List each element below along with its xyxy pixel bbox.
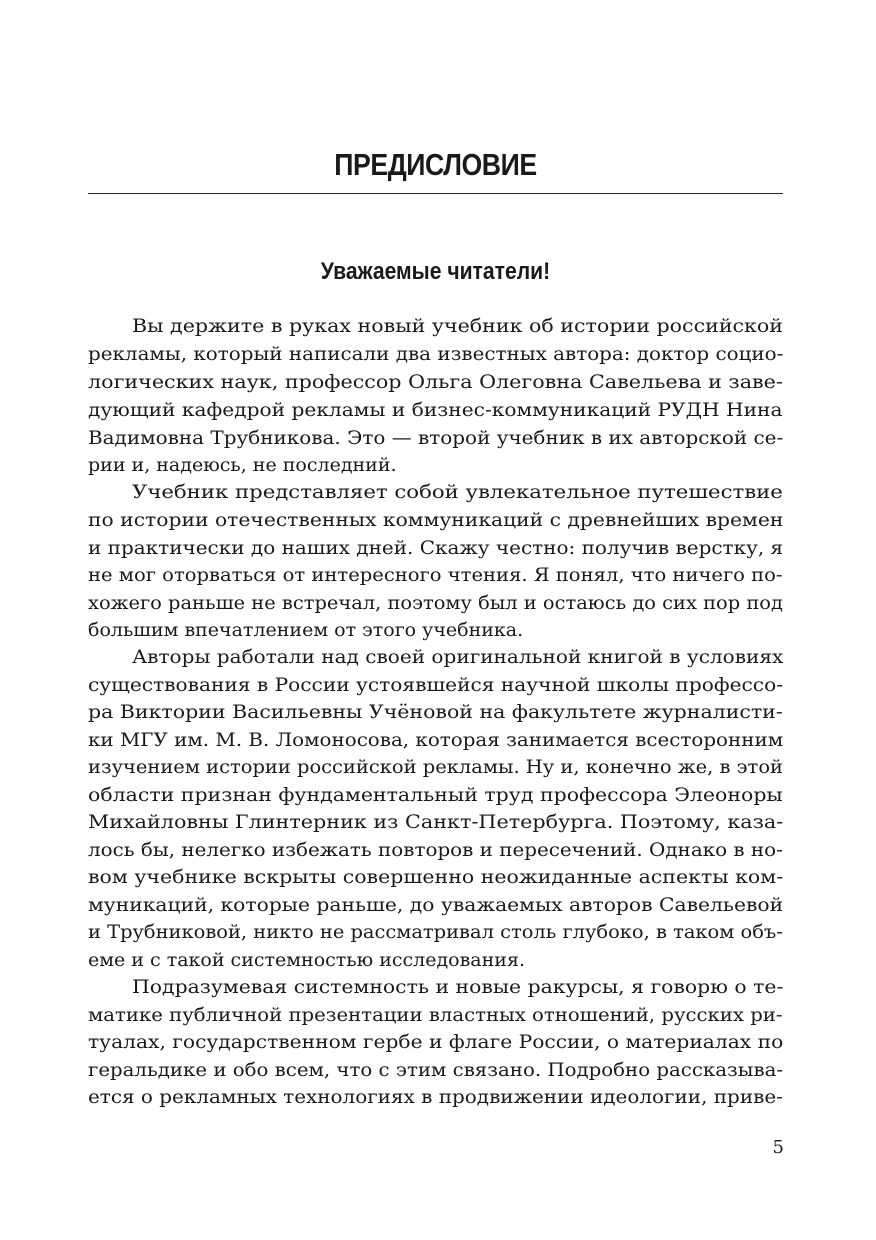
text-line: муникаций, которые раньше, до уважаемых авторов Савельевой (88, 894, 784, 916)
title-divider (88, 193, 783, 194)
text-line: рии и, надеюсь, не последний. (88, 454, 397, 476)
text-line: геральдике и обо всем, что с этим связано. Подробно рассказыва- (88, 1059, 784, 1081)
text-line: изучением истории российской рекламы. Ну и, конечно же, в этой (88, 756, 783, 778)
page-title: ПРЕДИСЛОВИЕ (334, 147, 537, 182)
text-line: туалах, государственном гербе и флаге России, о материалах по (88, 1031, 784, 1053)
text-line: ки МГУ им. М. В. Ломоносова, которая занимается всесторонним (88, 729, 784, 751)
text-line: не мог оторваться от интересного чтения. Я понял, что ничего по- (88, 564, 783, 586)
text-line: Вадимовна Трубникова. Это — второй учебник в их авторской се- (88, 427, 784, 449)
text-line: и Трубниковой, никто не рассматривал столь глубоко, в таком объ- (88, 921, 783, 943)
text-line: Михайловны Глинтерник из Санкт-Петербурга. Поэтому, каза- (88, 811, 784, 833)
text-line: матике публичной презентации властных отношений, русских ри- (88, 1004, 783, 1026)
text-line: большим впечатлением от этого учебника. (88, 619, 524, 641)
text-line: ра Виктории Васильевны Учёновой на факультете журналисти- (88, 701, 783, 723)
text-line: еме и с такой системностью исследования. (88, 949, 525, 971)
greeting-heading: Уважаемые читатели! (320, 258, 551, 285)
text-line: Вы держите в руках новый учебник об истории российской (132, 315, 784, 337)
text-line: Подразумевая системность и новые ракурсы, я говорю о те- (132, 976, 784, 998)
text-line: ется о рекламных технологиях в продвижении идеологии, приве- (88, 1086, 783, 1108)
text-line: области признан фундаментальный труд профессора Элеоноры (88, 784, 783, 806)
text-line: Авторы работали над своей оригинальной книгой в условиях (132, 646, 784, 668)
text-line: дующий кафедрой рекламы и бизнес-коммуникаций РУДН Нина (88, 399, 783, 421)
text-line: и практически до наших дней. Скажу честно: получив верстку, я (88, 537, 784, 559)
page-number: 5 (772, 1137, 784, 1158)
text-line: лось бы, нелегко избежать повторов и пересечений. Однако в но- (88, 839, 783, 861)
text-line: хожего раньше не встречал, поэтому был и остаюсь до сих пор под (88, 592, 783, 614)
text-line: вом учебнике вскрыты совершенно неожиданные аспекты ком- (88, 866, 784, 888)
text-line: по истории отечественных коммуникаций с древнейших времен (88, 509, 784, 531)
text-line: существования в России устоявшейся научной школы профессо- (88, 674, 783, 696)
text-line: рекламы, который написали два известных автора: доктор социо- (88, 343, 784, 365)
text-line: Учебник представляет собой увлекательное путешествие (132, 481, 783, 503)
text-line: логических наук, профессор Ольга Олеговна Савельева и заве- (88, 371, 783, 393)
